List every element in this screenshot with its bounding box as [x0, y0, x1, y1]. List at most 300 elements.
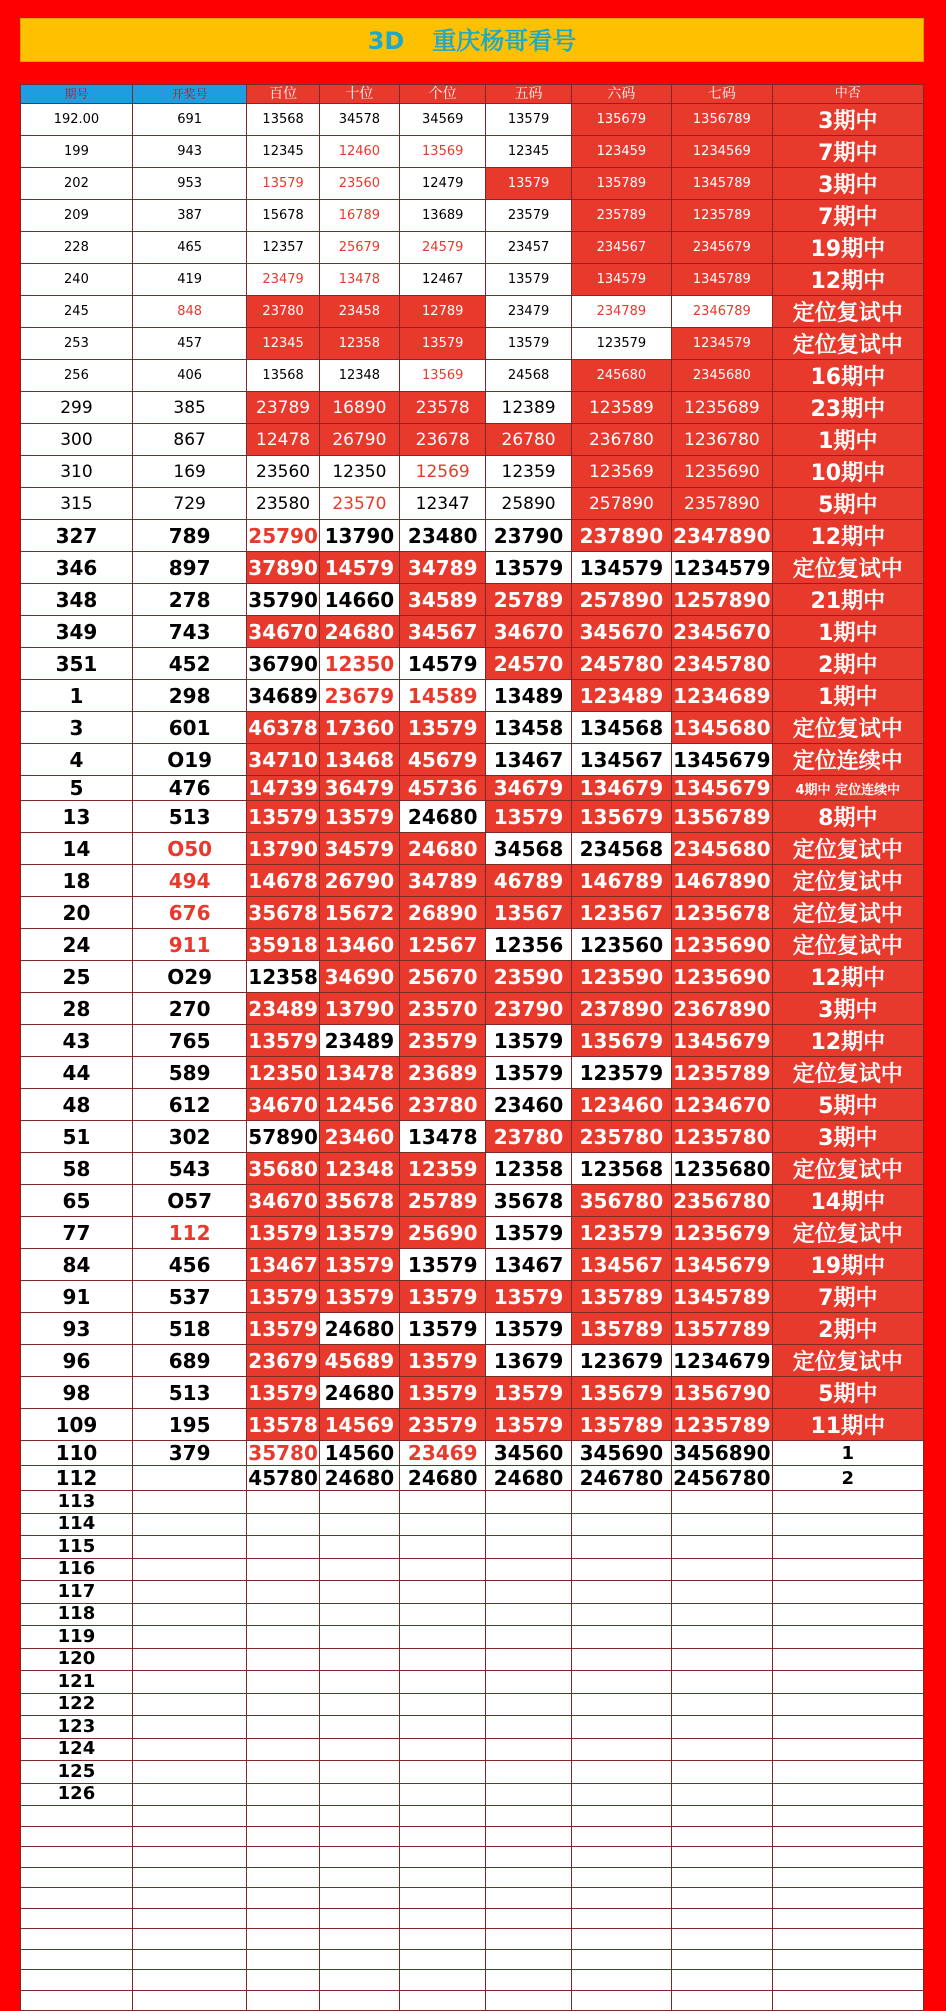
empty-row: [21, 1716, 924, 1739]
pick-cell: 246780: [571, 1466, 671, 1491]
result-cell: 21期中: [772, 584, 923, 616]
table-row: [21, 104, 924, 136]
period-cell: 245: [21, 296, 133, 328]
empty-cell: [132, 1867, 246, 1888]
pick-cell: 13579: [399, 1313, 485, 1345]
pick-cell: 13467: [486, 1249, 571, 1281]
period-cell: 122: [21, 1693, 133, 1716]
pick-cell: 24680: [399, 1466, 485, 1491]
empty-cell: [571, 1513, 671, 1536]
pick-cell: 123567: [571, 897, 671, 929]
pick-cell: 57890: [247, 1121, 319, 1153]
pick-cell: 23469: [399, 1441, 485, 1466]
result-cell: 5期中: [772, 1089, 923, 1121]
pick-cell: 13460: [319, 929, 399, 961]
pick-cell: 14569: [319, 1409, 399, 1441]
result-cell: 2: [772, 1466, 923, 1491]
pick-cell: 13579: [247, 1217, 319, 1249]
empty-cell: [486, 1990, 571, 2011]
pick-cell: 13679: [486, 1345, 571, 1377]
pick-cell: 1234679: [672, 1345, 772, 1377]
pick-cell: 245780: [571, 648, 671, 680]
period-cell: [21, 1970, 133, 1991]
period-cell: 65: [21, 1185, 133, 1217]
draw-number-cell: 537: [132, 1281, 246, 1313]
empty-cell: [571, 1783, 671, 1806]
empty-cell: [399, 1847, 485, 1868]
table-row: [21, 744, 924, 776]
pick-cell: 1345679: [672, 1249, 772, 1281]
empty-cell: [571, 1558, 671, 1581]
table-row: [21, 1441, 924, 1466]
pick-cell: 24680: [319, 1313, 399, 1345]
empty-cell: [571, 1648, 671, 1671]
pick-cell: 23679: [319, 680, 399, 712]
title-prefix: 3D: [367, 27, 405, 55]
pick-cell: 1234569: [672, 136, 772, 168]
pick-cell: 46789: [486, 865, 571, 897]
pick-cell: 12358: [486, 1153, 571, 1185]
empty-cell: [571, 1970, 671, 1991]
pick-cell: 3456890: [673, 1441, 771, 1465]
empty-cell: [772, 1716, 923, 1739]
pick-cell: 23780: [486, 1121, 571, 1153]
empty-cell: [672, 1558, 772, 1581]
pick-cell: 13478: [319, 1057, 399, 1089]
empty-cell: [571, 1716, 671, 1739]
empty-cell: [319, 1908, 399, 1929]
pick-cell: 13579: [247, 1377, 319, 1409]
pick-cell: 1345679: [672, 1025, 772, 1057]
pick-cell: 134567: [571, 1249, 671, 1281]
table-row: [21, 168, 924, 200]
period-cell: 1: [21, 680, 133, 712]
pick-cell: 245680: [571, 360, 671, 392]
empty-cell: [672, 1603, 772, 1626]
pick-cell: 34578: [319, 104, 399, 136]
empty-cell: [672, 1693, 772, 1716]
pick-cell: 134567: [571, 744, 671, 776]
pick-cell: 13579: [319, 1249, 399, 1281]
pick-cell: 24680: [399, 801, 485, 833]
pick-cell: 13579: [486, 1025, 571, 1057]
empty-cell: [132, 1888, 246, 1909]
empty-cell: [486, 1761, 571, 1784]
pick-cell: 23460: [319, 1121, 399, 1153]
table-row: [21, 712, 924, 744]
pick-cell: 45689: [319, 1345, 399, 1377]
pick-cell: 35918: [247, 929, 319, 961]
pick-cell: 12358: [319, 328, 399, 360]
table-row: [21, 1313, 924, 1345]
empty-cell: [486, 1513, 571, 1536]
draw-number-cell: 911: [132, 929, 246, 961]
pick-cell: 345670: [571, 616, 671, 648]
empty-cell: [672, 1826, 772, 1847]
pick-cell: 23479: [247, 264, 319, 296]
pick-cell: 1235690: [672, 961, 772, 993]
pick-cell: 123590: [571, 961, 671, 993]
pick-cell: 23790: [486, 993, 571, 1025]
pick-cell: 1345680: [672, 712, 772, 744]
empty-cell: [672, 1949, 772, 1970]
empty-cell: [571, 1908, 671, 1929]
pick-cell: 13578: [247, 1409, 319, 1441]
draw-number-cell: [132, 1466, 246, 1491]
draw-number-cell: O19: [132, 744, 246, 776]
draw-number-cell: O29: [132, 961, 246, 993]
result-cell: 定位复试中: [772, 552, 923, 584]
pick-cell: 25890: [486, 488, 571, 520]
pick-cell: 13579: [486, 552, 571, 584]
period-cell: 24: [21, 929, 133, 961]
empty-row: [21, 1671, 924, 1694]
empty-cell: [486, 1716, 571, 1739]
period-cell: [21, 1826, 133, 1847]
pick-cell: 1357789: [672, 1313, 772, 1345]
result-cell: 12期中: [772, 520, 923, 552]
header-cell: 十位: [319, 85, 399, 104]
period-cell: 349: [21, 616, 133, 648]
table-row: [21, 200, 924, 232]
empty-cell: [571, 1536, 671, 1559]
pick-cell: 34579: [319, 833, 399, 865]
period-cell: 120: [21, 1648, 133, 1671]
empty-cell: [247, 1806, 319, 1827]
pick-cell: 23590: [486, 961, 571, 993]
pick-cell: 34789: [399, 865, 485, 897]
pick-cell: 13579: [486, 168, 571, 200]
empty-cell: [672, 1783, 772, 1806]
pick-cell: 34690: [319, 961, 399, 993]
empty-cell: [672, 1929, 772, 1950]
empty-cell: [772, 1671, 923, 1694]
empty-cell: [132, 1949, 246, 1970]
empty-cell: [486, 1671, 571, 1694]
empty-cell: [672, 1671, 772, 1694]
pick-cell: 12350: [319, 648, 399, 680]
result-cell: 11期中: [772, 1409, 923, 1441]
draw-number-cell: 457: [132, 328, 246, 360]
period-cell: 351: [21, 648, 133, 680]
pick-cell: 134579: [571, 552, 671, 584]
pick-cell: 13579: [399, 1281, 485, 1313]
period-cell: 315: [21, 488, 133, 520]
empty-cell: [247, 1888, 319, 1909]
period-cell: [21, 1908, 133, 1929]
pick-cell: 34670: [247, 1185, 319, 1217]
pick-cell: 24680: [319, 1377, 399, 1409]
empty-cell: [772, 1847, 923, 1868]
pick-cell: 13569: [399, 360, 485, 392]
result-cell: 14期中: [772, 1185, 923, 1217]
table-row: [21, 865, 924, 897]
pick-cell: 45679: [399, 744, 485, 776]
table-row: [21, 961, 924, 993]
pick-cell: 13568: [247, 104, 319, 136]
period-cell: 240: [21, 264, 133, 296]
pick-cell: 12389: [486, 392, 571, 424]
empty-cell: [672, 1491, 772, 1514]
empty-cell: [772, 1783, 923, 1806]
pick-cell: 1235789: [672, 1057, 772, 1089]
pick-cell: 24570: [486, 648, 571, 680]
header-cell: 个位: [399, 85, 485, 104]
period-cell: 228: [21, 232, 133, 264]
pick-cell: 123579: [571, 328, 671, 360]
empty-cell: [399, 1929, 485, 1950]
pick-cell: 12478: [247, 424, 319, 456]
period-cell: 117: [21, 1581, 133, 1604]
draw-number-cell: 589: [132, 1057, 246, 1089]
pick-cell: 1235789: [672, 1409, 772, 1441]
result-cell: 3期中: [772, 1121, 923, 1153]
empty-row: [21, 1949, 924, 1970]
pick-cell: 13579: [486, 264, 571, 296]
empty-row: [21, 1581, 924, 1604]
period-cell: 299: [21, 392, 133, 424]
pick-cell: 24680: [399, 833, 485, 865]
pick-cell: 24568: [486, 360, 571, 392]
pick-cell: 234567: [571, 232, 671, 264]
empty-row: [21, 1648, 924, 1671]
pick-cell: 16890: [319, 392, 399, 424]
pick-cell: 25670: [399, 961, 485, 993]
pick-cell: 23480: [399, 520, 485, 552]
pick-cell: 13579: [486, 1313, 571, 1345]
pick-cell: 13579: [399, 1377, 485, 1409]
table-row: [21, 360, 924, 392]
period-cell: 48: [21, 1089, 133, 1121]
empty-cell: [247, 1581, 319, 1604]
empty-cell: [247, 1491, 319, 1514]
period-cell: 44: [21, 1057, 133, 1089]
empty-cell: [772, 1513, 923, 1536]
empty-row: [21, 1970, 924, 1991]
empty-cell: [399, 1581, 485, 1604]
header-cell: 七码: [672, 85, 772, 104]
period-cell: 124: [21, 1738, 133, 1761]
pick-cell: 12467: [399, 264, 485, 296]
pick-cell: 23570: [319, 488, 399, 520]
empty-cell: [399, 1513, 485, 1536]
pick-cell: 237890: [571, 520, 671, 552]
result-cell: 5期中: [772, 488, 923, 520]
pick-cell: 1345679: [672, 744, 772, 776]
draw-number-cell: 385: [132, 392, 246, 424]
empty-cell: [571, 1626, 671, 1649]
period-cell: [21, 1949, 133, 1970]
pick-cell: 24680: [486, 1466, 571, 1491]
result-cell: 7期中: [772, 136, 923, 168]
empty-cell: [672, 1847, 772, 1868]
empty-cell: [486, 1929, 571, 1950]
pick-cell: 1345679: [673, 776, 771, 800]
draw-number-cell: 456: [132, 1249, 246, 1281]
table-row: [21, 136, 924, 168]
pick-cell: 356780: [571, 1185, 671, 1217]
draw-number-cell: 387: [132, 200, 246, 232]
empty-cell: [247, 1716, 319, 1739]
pick-cell: 23780: [247, 296, 319, 328]
table-row: [21, 776, 924, 801]
empty-cell: [247, 1847, 319, 1868]
period-cell: 20: [21, 897, 133, 929]
period-cell: 116: [21, 1558, 133, 1581]
pick-cell: 13790: [247, 833, 319, 865]
header-cell: 开奖号: [132, 85, 246, 104]
empty-row: [21, 1826, 924, 1847]
pick-cell: 12345: [247, 136, 319, 168]
pick-cell: 123579: [571, 1217, 671, 1249]
data-table: [20, 84, 924, 2011]
empty-cell: [132, 1626, 246, 1649]
empty-cell: [247, 1738, 319, 1761]
result-cell: 定位复试中: [772, 1153, 923, 1185]
pick-cell: 12789: [399, 296, 485, 328]
period-cell: 119: [21, 1626, 133, 1649]
empty-cell: [672, 1761, 772, 1784]
pick-cell: 23689: [399, 1057, 485, 1089]
empty-cell: [132, 1970, 246, 1991]
empty-cell: [399, 1888, 485, 1909]
empty-cell: [399, 1990, 485, 2011]
period-cell: [21, 1867, 133, 1888]
empty-cell: [672, 1648, 772, 1671]
empty-cell: [772, 1536, 923, 1559]
pick-cell: 2345680: [672, 360, 772, 392]
pick-cell: 34670: [247, 1089, 319, 1121]
period-cell: 348: [21, 584, 133, 616]
period-cell: 13: [21, 801, 133, 833]
table-row: [21, 833, 924, 865]
draw-number-cell: O50: [132, 833, 246, 865]
pick-cell: 12350: [319, 456, 399, 488]
result-cell: 3期中: [772, 993, 923, 1025]
result-cell: 12期中: [772, 1025, 923, 1057]
result-cell: 定位复试中: [772, 897, 923, 929]
empty-cell: [772, 1581, 923, 1604]
empty-cell: [319, 1671, 399, 1694]
table-row: [21, 392, 924, 424]
result-cell: 23期中: [772, 392, 923, 424]
draw-number-cell: 943: [132, 136, 246, 168]
table-row: [21, 1089, 924, 1121]
pick-cell: 12569: [399, 456, 485, 488]
result-cell: 4期中 定位连续中: [772, 776, 923, 801]
result-cell: 定位复试中: [772, 1057, 923, 1089]
pick-cell: 2345680: [672, 833, 772, 865]
empty-row: [21, 1806, 924, 1827]
draw-number-cell: 897: [132, 552, 246, 584]
result-cell: 3期中: [772, 104, 923, 136]
period-cell: 18: [21, 865, 133, 897]
draw-number-cell: 169: [132, 456, 246, 488]
pick-cell: 23780: [399, 1089, 485, 1121]
empty-cell: [571, 1491, 671, 1514]
pick-cell: 13579: [319, 1281, 399, 1313]
table-row: [21, 680, 924, 712]
empty-cell: [486, 1603, 571, 1626]
pick-cell: 13468: [319, 744, 399, 776]
pick-cell: 36790: [247, 648, 319, 680]
pick-cell: 1356790: [672, 1377, 772, 1409]
pick-cell: 13579: [247, 801, 319, 833]
pick-cell: 123589: [571, 392, 671, 424]
empty-cell: [247, 1626, 319, 1649]
pick-cell: 13467: [486, 744, 571, 776]
empty-cell: [772, 1970, 923, 1991]
empty-cell: [319, 1716, 399, 1739]
empty-cell: [571, 1761, 671, 1784]
period-cell: 346: [21, 552, 133, 584]
pick-cell: 23489: [247, 993, 319, 1025]
header-cell: 百位: [247, 85, 319, 104]
result-cell: 定位复试中: [772, 328, 923, 360]
empty-cell: [319, 1513, 399, 1536]
empty-cell: [132, 1693, 246, 1716]
period-cell: [21, 1806, 133, 1827]
pick-cell: 12456: [319, 1089, 399, 1121]
empty-cell: [571, 1603, 671, 1626]
draw-number-cell: 278: [132, 584, 246, 616]
result-cell: 19期中: [772, 232, 923, 264]
empty-cell: [319, 1970, 399, 1991]
empty-cell: [319, 1783, 399, 1806]
empty-row: [21, 1990, 924, 2011]
empty-cell: [132, 1826, 246, 1847]
pick-cell: 13579: [399, 1345, 485, 1377]
empty-cell: [132, 1761, 246, 1784]
pick-cell: 12348: [319, 360, 399, 392]
draw-number-cell: 270: [132, 993, 246, 1025]
pick-cell: 23570: [399, 993, 485, 1025]
empty-cell: [486, 1970, 571, 1991]
pick-cell: 13579: [247, 1025, 319, 1057]
empty-cell: [672, 1888, 772, 1909]
empty-cell: [486, 1888, 571, 1909]
empty-cell: [672, 1867, 772, 1888]
pick-cell: 135679: [571, 801, 671, 833]
pick-cell: 14589: [399, 680, 485, 712]
pick-cell: 135679: [571, 1025, 671, 1057]
pick-cell: 34679: [486, 776, 571, 801]
pick-cell: 23489: [319, 1025, 399, 1057]
pick-cell: 13569: [399, 136, 485, 168]
table-row: [21, 1409, 924, 1441]
empty-cell: [132, 1513, 246, 1536]
draw-number-cell: 298: [132, 680, 246, 712]
empty-row: [21, 1888, 924, 1909]
title-name: 重庆杨哥看号: [432, 27, 577, 55]
pick-cell: 37890: [247, 552, 319, 584]
empty-cell: [247, 1536, 319, 1559]
pick-cell: 13579: [247, 1313, 319, 1345]
empty-cell: [247, 1693, 319, 1716]
draw-number-cell: 676: [132, 897, 246, 929]
draw-number-cell: 689: [132, 1345, 246, 1377]
pick-cell: 2456780: [673, 1466, 771, 1490]
empty-cell: [319, 1738, 399, 1761]
pick-cell: 23678: [399, 424, 485, 456]
pick-cell: 135789: [571, 168, 671, 200]
empty-cell: [772, 1806, 923, 1827]
empty-row: [21, 1558, 924, 1581]
pick-cell: 1257890: [672, 584, 772, 616]
period-cell: 126: [21, 1783, 133, 1806]
empty-row: [21, 1603, 924, 1626]
pick-cell: 13579: [486, 1409, 571, 1441]
